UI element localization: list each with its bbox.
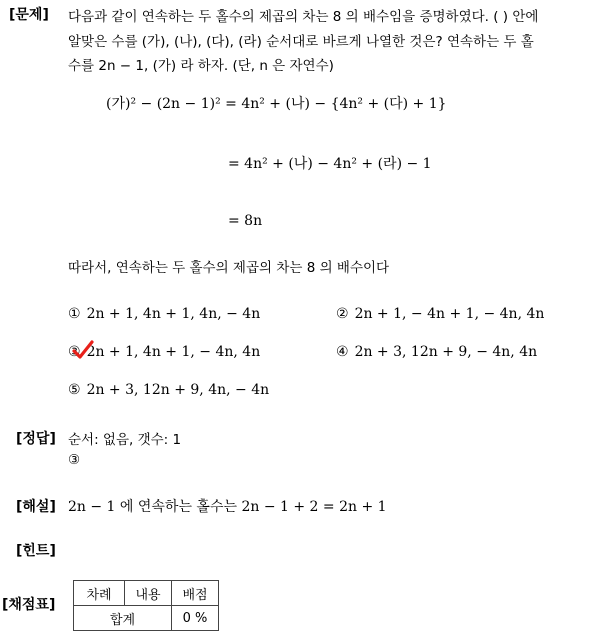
option-text: 2n + 1, 4n + 1, − 4n, 4n (86, 344, 261, 360)
option-2[interactable] (336, 306, 544, 322)
option-number: ④ (336, 344, 349, 360)
equation-line-1: (가)² − (2n − 1)² = 4n² + (나) − {4n² + (다) + 1} (106, 96, 447, 112)
problem-line-1: 다음과 같이 연속하는 두 홀수의 제곱의 차는 8 의 배수임을 증명하였다. ( ) 안에 (68, 9, 539, 25)
answer-order-count: 순서: 없음, 갯수: 1 (68, 432, 182, 448)
scoring-table (73, 580, 219, 631)
option-number: ③ (68, 344, 81, 360)
header-points: 배점 (172, 581, 219, 606)
table-row (74, 581, 219, 606)
problem-line-2: 알맞은 수를 (가), (나), (다), (라) 순서대로 바르게 나열한 것은? 연속하는 두 홀 (68, 34, 534, 50)
option-5[interactable] (68, 382, 269, 398)
option-number: ① (68, 306, 81, 322)
header-content: 내용 (125, 581, 172, 606)
hint-label: [힌트] (16, 543, 56, 559)
answer-choice: ③ (68, 452, 81, 468)
answer-label: [정답] (16, 431, 56, 447)
equation-line-3: = 8n (228, 213, 263, 229)
problem-label: [문제] (9, 7, 49, 23)
option-text: 2n + 1, − 4n + 1, − 4n, 4n (354, 306, 545, 322)
equation-line-2: = 4n² + (나) − 4n² + (라) − 1 (228, 156, 432, 172)
option-number: ② (336, 306, 349, 322)
option-4[interactable] (336, 344, 537, 360)
total-value: 0 % (172, 606, 219, 631)
option-text: 2n + 3, 12n + 9, 4n, − 4n (86, 382, 270, 398)
table-row (74, 606, 219, 631)
conclusion-text: 따라서, 연속하는 두 홀수의 제곱의 차는 8 의 배수이다 (68, 260, 390, 276)
header-order: 차례 (74, 581, 125, 606)
total-label: 합계 (74, 606, 172, 631)
explanation-label: [해설] (16, 499, 56, 515)
checkmark-icon (72, 340, 94, 360)
scoring-label: [채점표] (2, 597, 56, 613)
option-1[interactable] (68, 306, 260, 322)
option-text: 2n + 1, 4n + 1, 4n, − 4n (86, 306, 261, 322)
explanation-text: 2n − 1 에 연속하는 홀수는 2n − 1 + 2 = 2n + 1 (68, 499, 387, 515)
problem-line-3: 수를 2n − 1, (가) 라 하자. (단, n 은 자연수) (68, 58, 334, 74)
option-text: 2n + 3, 12n + 9, − 4n, 4n (354, 344, 538, 360)
option-number: ⑤ (68, 382, 81, 398)
option-3[interactable] (68, 344, 260, 360)
